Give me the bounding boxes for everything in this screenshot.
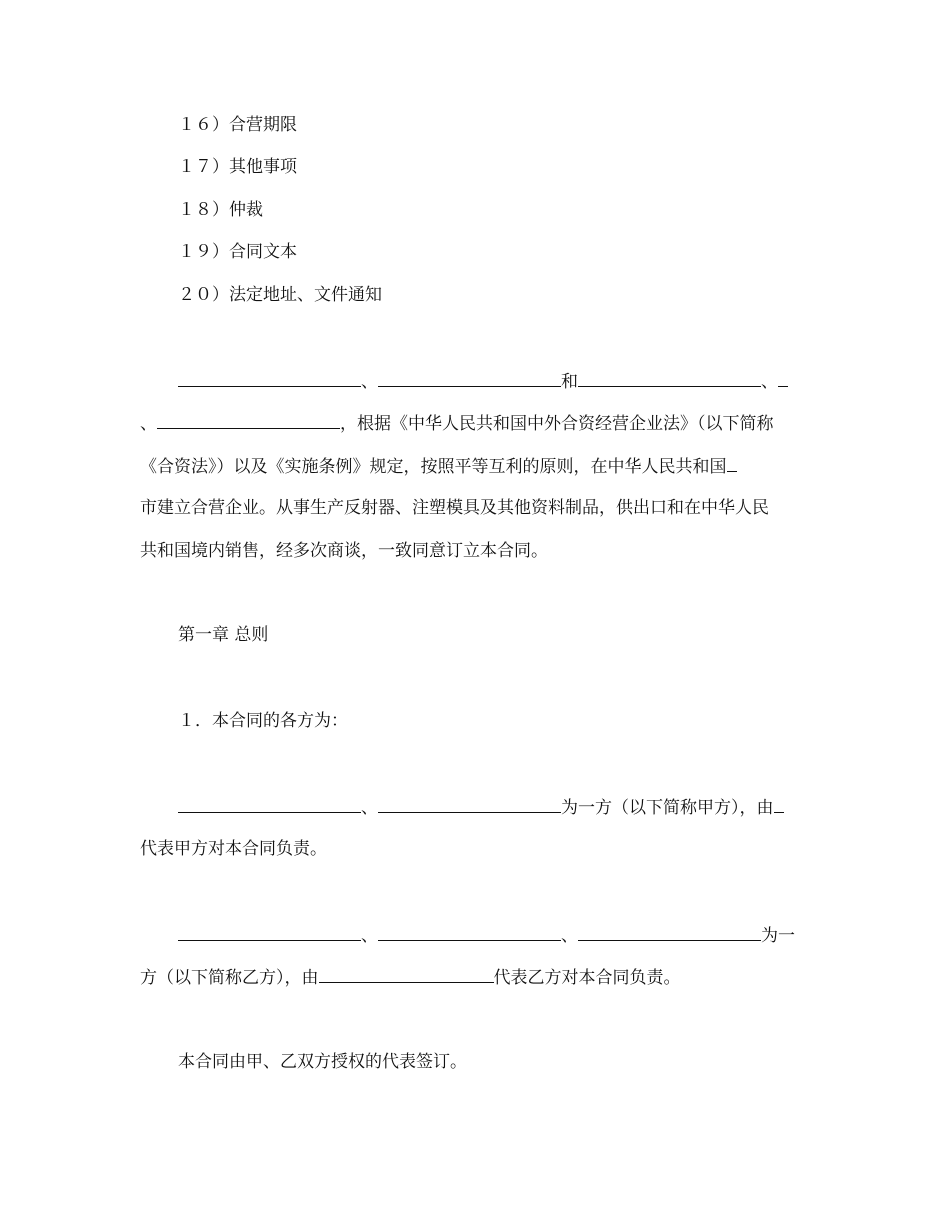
blank-field — [578, 370, 761, 387]
blank-field — [727, 455, 737, 472]
signing-statement: 本合同由甲、乙双方授权的代表签订。 — [178, 1052, 467, 1072]
blank-field — [378, 796, 561, 813]
party-a-line-2: 代表甲方对本合同负责。 — [140, 839, 327, 859]
blank-field — [178, 796, 361, 813]
separator: 、 — [361, 798, 378, 818]
toc-item-19: １９）合同文本 — [178, 242, 297, 262]
party-b-text: 代表乙方对本合同负责。 — [493, 968, 681, 988]
clause-1-title: １．本合同的各方为： — [178, 711, 348, 731]
preamble-text: ，根据《中华人民共和国中外合资经营企业法》（以下简称 — [340, 414, 774, 434]
separator: 、 — [140, 414, 157, 434]
preamble-line-1 — [178, 370, 788, 393]
blank-field — [319, 966, 494, 983]
preamble-line-4: 市建立合营企业。从事生产反射器、注塑模具及其他资料制品，供出口和在中华人民 — [140, 498, 769, 518]
blank-field — [578, 924, 761, 941]
toc-item-16: １６）合营期限 — [178, 115, 297, 135]
conjunction: 和 — [561, 372, 578, 392]
party-b-line-2 — [140, 966, 681, 989]
toc-item-17: １７）其他事项 — [178, 157, 297, 177]
blank-field — [378, 370, 561, 387]
chapter-title: 第一章 总则 — [178, 625, 269, 645]
preamble-line-2 — [140, 412, 774, 435]
preamble-text: 《合资法》）以及《实施条例》规定，按照平等互利的原则，在中华人民共和国 — [140, 457, 727, 477]
party-b-line-1 — [178, 924, 795, 947]
blank-field — [774, 796, 784, 813]
toc-item-20: ２０）法定地址、文件通知 — [178, 285, 382, 305]
blank-field — [157, 412, 340, 429]
toc-item-18: １８）仲裁 — [178, 200, 263, 220]
preamble-line-3 — [140, 455, 737, 478]
blank-field — [778, 370, 788, 387]
party-b-text: 为一 — [761, 926, 795, 946]
blank-field — [178, 924, 361, 941]
party-a-line-1 — [178, 796, 784, 819]
preamble-line-5: 共和国境内销售，经多次商谈，一致同意订立本合同。 — [140, 541, 548, 561]
party-a-text: 为一方（以下简称甲方），由 — [561, 798, 774, 818]
blank-field — [378, 924, 561, 941]
party-b-text: 方（以下简称乙方），由 — [140, 968, 319, 988]
blank-field — [178, 370, 361, 387]
separator: 、 — [561, 926, 578, 946]
separator: 、 — [361, 372, 378, 392]
separator: 、 — [361, 926, 378, 946]
separator: 、 — [761, 372, 778, 392]
